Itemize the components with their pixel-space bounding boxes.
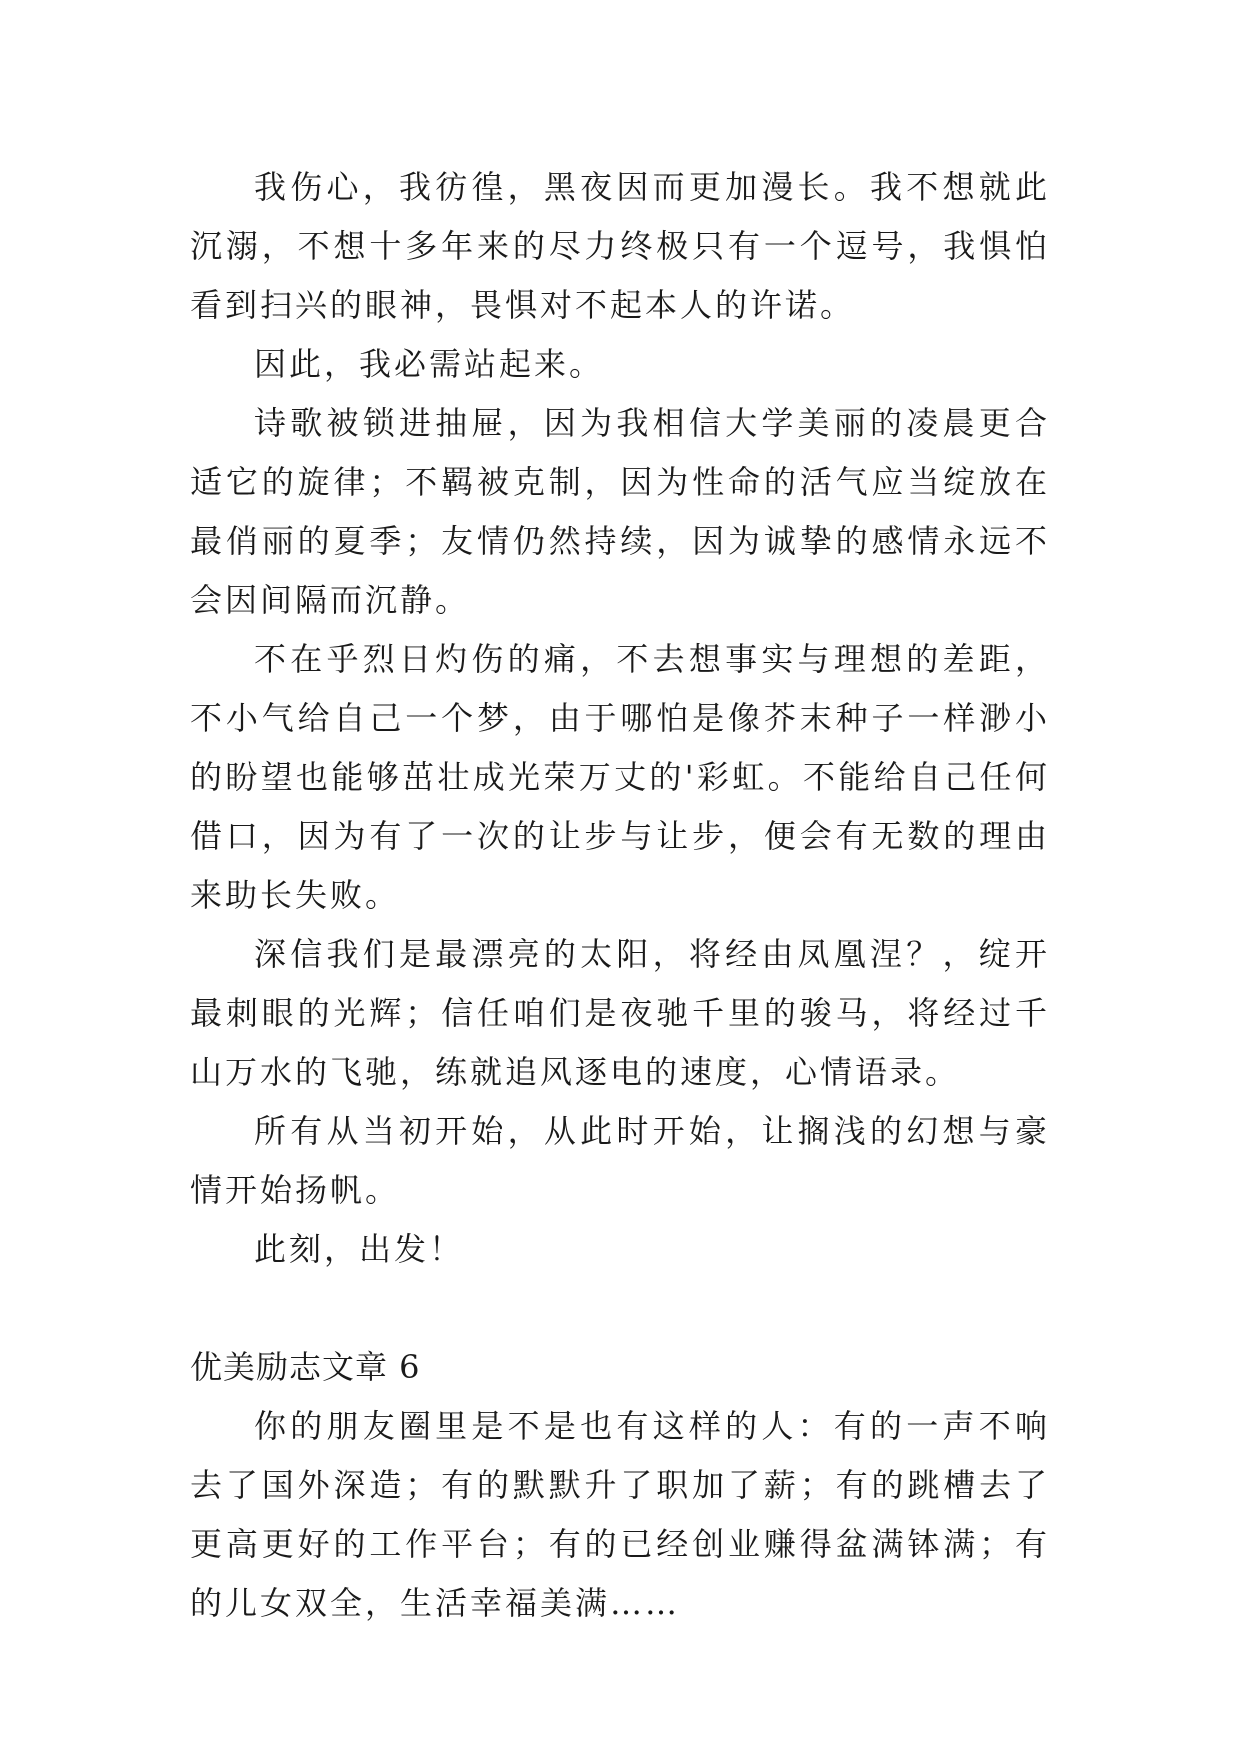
paragraph: 深信我们是最漂亮的太阳，将经由凤凰涅？，绽开最刺眼的光辉；信任咱们是夜驰千里的骏马，将经过千山万水的飞驰，练就追风逐电的速度，心情语录。 bbox=[190, 935, 1050, 1091]
paragraph: 所有从当初开始，从此时开始，让搁浅的幻想与豪情开始扬帆。 bbox=[190, 1112, 1050, 1209]
paragraph: 我伤心，我彷徨，黑夜因而更加漫长。我不想就此沉溺，不想十多年来的尽力终极只有一个逗号，我惧怕看到扫兴的眼神，畏惧对不起本人的许诺。 bbox=[190, 168, 1050, 324]
paragraph: 你的朋友圈里是不是也有这样的人：有的一声不响去了国外深造；有的默默升了职加了薪；有的跳槽去了更高更好的工作平台；有的已经创业赚得盆满钵满；有的儿女双全，生活幸福美满…… bbox=[190, 1407, 1050, 1622]
paragraph: 此刻，出发！ bbox=[254, 1230, 465, 1268]
section-title: 优美励志文章 6 bbox=[190, 1348, 421, 1386]
paragraph: 不在乎烈日灼伤的痛，不去想事实与理想的差距，不小气给自己一个梦，由于哪怕是像芥末种子一样渺小的盼望也能够茁壮成光荣万丈的'彩虹。不能给自己任何借口，因为有了一次的让步与让步，便会有无数的理由来助长失败。 bbox=[190, 640, 1050, 914]
paragraph: 诗歌被锁进抽屉，因为我相信大学美丽的凌晨更合适它的旋律；不羁被克制，因为性命的活气应当绽放在最俏丽的夏季；友情仍然持续，因为诚挚的感情永远不会因间隔而沉静。 bbox=[190, 404, 1050, 619]
document-body bbox=[190, 158, 1050, 1633]
paragraph: 因此，我必需站起来。 bbox=[254, 345, 605, 383]
section-spacer bbox=[190, 1279, 1050, 1338]
